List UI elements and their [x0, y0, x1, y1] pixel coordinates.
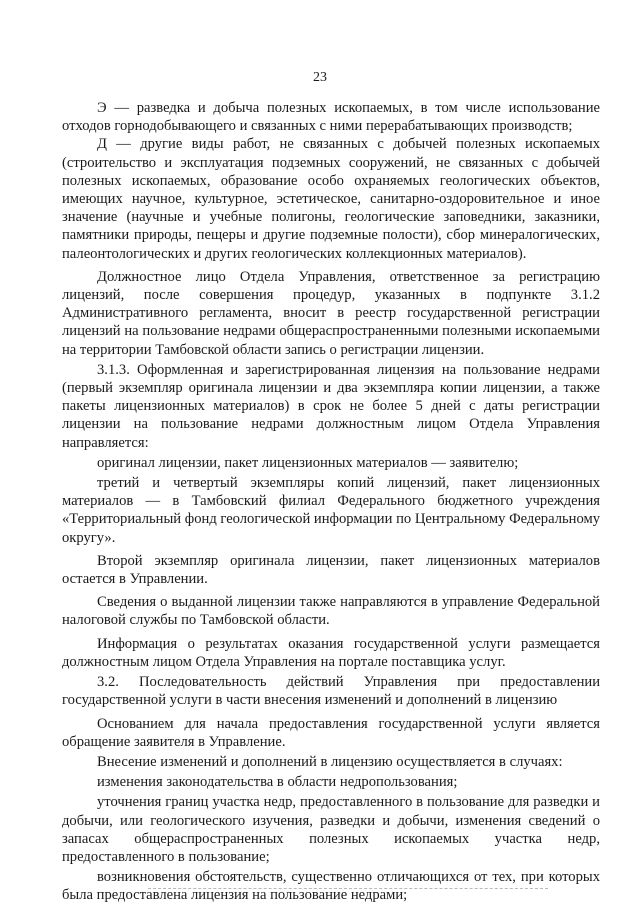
paragraph-registration-entry: Должностное лицо Отдела Управления, ответственное за регистрацию лицензий, после совершения процедур, указанных в подпункте 3.1.2 Административного регламента, вносит в реестр государственной регистрации лицензий на пользование недрами общераспространенными полезными ископаемыми на территории Тамбовской области запись о регистрации лицензии. — [62, 268, 600, 358]
paragraph-copies-to-fund: третий и четвертый экземпляры копий лицензий, пакет лицензионных материалов — в Тамбовский филиал Федерального бюджетного учреждения «Территориальный фонд геологической информации по Центральному Федеральному округу». — [62, 475, 600, 546]
document-body — [62, 99, 600, 905]
paragraph-section-3-1-3: 3.1.3. Оформленная и зарегистрированная лицензия на пользование недрами (первый экземпляр оригинала лицензии и два экземпляра копии лицензии, а также пакеты лицензионных материалов) в срок не более 5 дней с даты регистрации лицензии на пользование недрами должностным лицом Отдела Управления направляется: — [62, 361, 600, 451]
paragraph-original-to-applicant: оригинал лицензии, пакет лицензионных материалов — заявителю; — [97, 454, 519, 471]
paragraph-basis: Основанием для начала предоставления государственной услуги является обращение заявителя в Управление. — [62, 715, 600, 750]
paragraph-other-works-type: Д — другие виды работ, не связанных с добычей полезных ископаемых (строительство и эксплуатация подземных сооружений, не связанных с добычей полезных ископаемых, образование особо охраняемых геологических объектов, имеющих научное, культурное, эстетическое, санитарно-оздоровительное и иное значение (научные и учебные полигоны, геологические заповедники, заказники, памятники природы, пещеры и другие подземные полости), сбор минералогических, палеонтологических и других геологических коллекционных материалов). — [62, 136, 600, 262]
paragraph-case-circumstances: возникновения обстоятельств, существенно отличающихся от тех, при которых была предоставлена лицензия на пользование недрами; — [62, 869, 600, 904]
paragraph-portal-info: Информация о результатах оказания государственной услуги размещается должностным лицом Отдела Управления на портале поставщика услуг. — [62, 635, 600, 670]
page-bottom-rule — [148, 888, 548, 889]
paragraph-section-3-2: 3.2. Последовательность действий Управления при предоставлении государственной услуги в части внесения изменений и дополнений в лицензию — [62, 674, 600, 709]
page-number: 23 — [313, 70, 327, 85]
paragraph-case-boundaries: уточнения границ участка недр, предоставленного в пользование для разведки и добычи, или геологического изучения, разведки и добычи, изменения сведений о запасах общераспространенных полезных ископаемых участка недр, предоставленного в пользование; — [62, 794, 600, 865]
paragraph-case-legislation: изменения законодательства в области недропользования; — [97, 774, 458, 791]
paragraph-cases-intro: Внесение изменений и дополнений в лицензию осуществляется в случаях: — [97, 753, 563, 770]
paragraph-tax-service: Сведения о выданной лицензии также направляются в управление Федеральной налоговой службы по Тамбовской области. — [62, 594, 600, 629]
paragraph-second-copy: Второй экземпляр оригинала лицензии, пакет лицензионных материалов остается в Управлении. — [62, 552, 600, 588]
paragraph-exploration-type: Э — разведка и добыча полезных ископаемых, в том числе использование отходов горнодобывающего и связанных с ними перерабатывающих производств; — [62, 100, 600, 135]
